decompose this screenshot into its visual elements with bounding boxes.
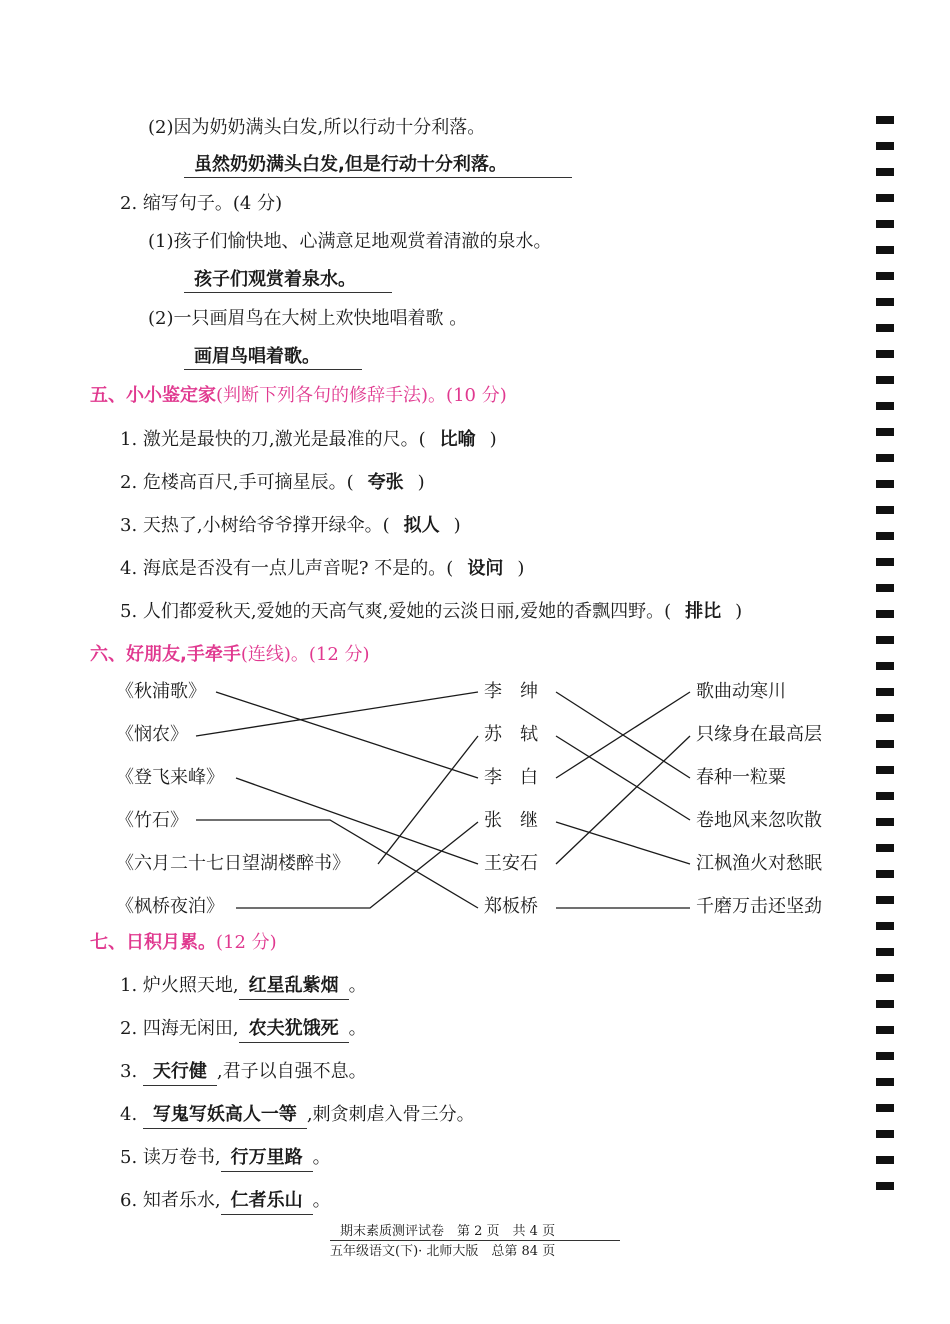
q2-2-label: (2) xyxy=(148,308,174,329)
binding-mark xyxy=(876,532,894,540)
binding-mark xyxy=(876,1130,894,1138)
poem-1[interactable]: 《秋浦歌》 xyxy=(116,681,206,702)
p7-item-6 xyxy=(120,1189,331,1215)
binding-mark xyxy=(876,350,894,358)
binding-mark xyxy=(876,922,894,930)
match-line xyxy=(378,736,478,864)
poem-5[interactable]: 《六月二十七日望湖楼醉书》 xyxy=(116,853,350,874)
section-7-title: 七、日积月累。 xyxy=(90,932,216,953)
verse-3[interactable]: 春种一粒粟 xyxy=(696,767,786,788)
author-4[interactable]: 张 继 xyxy=(484,810,538,831)
binding-mark xyxy=(876,792,894,800)
author-1[interactable]: 李 绅 xyxy=(484,681,538,702)
binding-mark xyxy=(876,1156,894,1164)
binding-mark xyxy=(876,584,894,592)
binding-mark xyxy=(876,740,894,748)
match-line xyxy=(556,736,690,820)
q1-2-label: (2) xyxy=(148,117,174,138)
binding-mark xyxy=(876,220,894,228)
binding-mark xyxy=(876,480,894,488)
q2-1-text: 孩子们愉快地、心满意足地观赏着清澈的泉水。 xyxy=(173,231,552,252)
binding-mark xyxy=(876,948,894,956)
q2-2-text: 一只画眉鸟在大树上欢快地唱着歌 。 xyxy=(173,308,468,329)
binding-mark xyxy=(876,454,894,462)
item-text: 人们都爱秋天,爱她的天高气爽,爱她的云淡日丽,爱她的香飘四野。( xyxy=(142,601,672,622)
section-5-title: 五、小小鉴定家 xyxy=(90,385,216,406)
binding-mark xyxy=(876,116,894,124)
poem-3[interactable]: 《登飞来峰》 xyxy=(116,767,224,788)
item-number: 3. xyxy=(120,515,138,536)
binding-mark xyxy=(876,1026,894,1034)
binding-mark xyxy=(876,298,894,306)
item-after: 。 xyxy=(348,1018,367,1039)
item-answer[interactable]: 拟人 xyxy=(403,515,440,536)
poem-6[interactable]: 《枫桥夜泊》 xyxy=(116,896,224,917)
match-line xyxy=(216,692,478,778)
item-number: 2. xyxy=(120,1018,138,1039)
item-number: 5. xyxy=(120,601,138,622)
item-text: 激光是最快的刀,激光是最准的尺。( xyxy=(142,429,426,450)
binding-mark xyxy=(876,402,894,410)
item-before: 炉火照天地, xyxy=(142,975,239,996)
p7-item-5 xyxy=(120,1146,331,1172)
poem-4[interactable]: 《竹石》 xyxy=(116,810,188,831)
binding-mark xyxy=(876,558,894,566)
item-answer[interactable]: 农夫犹饿死 xyxy=(239,1017,349,1043)
q2-2-answer: 画眉鸟唱着歌。 xyxy=(194,346,320,367)
item-number: 6. xyxy=(120,1190,138,1211)
binding-mark xyxy=(876,272,894,280)
binding-mark xyxy=(876,1182,894,1190)
item-number: 1. xyxy=(120,975,138,996)
verse-5[interactable]: 江枫渔火对愁眠 xyxy=(696,853,822,874)
item-after: ,刺贪刺虐入骨三分。 xyxy=(306,1104,475,1125)
section-6-title: 六、好朋友,手牵手 xyxy=(90,644,241,665)
item-number: 2. xyxy=(120,472,138,493)
match-line xyxy=(236,822,478,908)
item-answer[interactable]: 设问 xyxy=(467,558,504,579)
binding-mark xyxy=(876,870,894,878)
item-text: 天热了,小树给爷爷撑开绿伞。( xyxy=(142,515,390,536)
binding-mark xyxy=(876,1000,894,1008)
binding-mark xyxy=(876,194,894,202)
p7-item-3 xyxy=(120,1060,367,1086)
binding-mark xyxy=(876,974,894,982)
p7-item-4 xyxy=(120,1103,475,1129)
item-close: ) xyxy=(735,601,743,622)
item-answer[interactable]: 写鬼写妖高人一等 xyxy=(143,1103,307,1129)
footer-line-1: 期末素质测评试卷 第 2 页 共 4 页 xyxy=(340,1224,556,1239)
item-answer[interactable]: 天行健 xyxy=(143,1060,217,1086)
item-close: ) xyxy=(489,429,497,450)
item-number: 5. xyxy=(120,1147,138,1168)
item-before: 读万卷书, xyxy=(142,1147,221,1168)
section-6-note: (连线)。(12 分) xyxy=(240,644,370,665)
q1-2-text: 因为奶奶满头白发,所以行动十分利落。 xyxy=(173,117,486,138)
binding-mark xyxy=(876,1052,894,1060)
item-answer[interactable]: 排比 xyxy=(685,601,722,622)
binding-mark xyxy=(876,662,894,670)
binding-mark xyxy=(876,714,894,722)
footer-rule xyxy=(330,1240,620,1241)
item-answer[interactable]: 比喻 xyxy=(439,429,476,450)
binding-mark xyxy=(876,844,894,852)
section-7-heading xyxy=(90,931,277,955)
match-line xyxy=(556,736,690,864)
item-after: 。 xyxy=(312,1190,331,1211)
binding-mark xyxy=(876,506,894,514)
q2-1-label: (1) xyxy=(148,231,174,252)
p7-item-1 xyxy=(120,974,367,1000)
item-number: 1. xyxy=(120,429,138,450)
section-5-note: (判断下列各句的修辞手法)。(10 分) xyxy=(216,385,507,406)
match-line xyxy=(556,822,690,864)
verse-2[interactable]: 只缘身在最高层 xyxy=(696,724,822,745)
binding-mark xyxy=(876,324,894,332)
poem-2[interactable]: 《悯农》 xyxy=(116,724,188,745)
footer-line-2: 五年级语文(下)· 北师大版 总第 84 页 xyxy=(330,1244,556,1259)
item-number: 3. xyxy=(120,1061,138,1082)
item-before: 知者乐水, xyxy=(142,1190,221,1211)
item-after: 。 xyxy=(348,975,367,996)
binding-mark xyxy=(876,142,894,150)
binding-mark xyxy=(876,896,894,904)
binding-mark xyxy=(876,688,894,696)
binding-mark xyxy=(876,428,894,436)
binding-mark xyxy=(876,168,894,176)
q2-title: 2. 缩写句子。(4 分) xyxy=(120,193,283,214)
item-answer[interactable]: 仁者乐山 xyxy=(221,1189,313,1215)
binding-mark xyxy=(876,610,894,618)
item-answer[interactable]: 夸张 xyxy=(367,472,404,493)
item-text: 海底是否没有一点儿声音呢? 不是的。( xyxy=(142,558,454,579)
item-after: ,君子以自强不息。 xyxy=(216,1061,367,1082)
match-line xyxy=(196,820,478,908)
author-5[interactable]: 王安石 xyxy=(484,853,538,874)
item-before: 四海无闲田, xyxy=(142,1018,239,1039)
item-number: 4. xyxy=(120,1104,138,1125)
verse-4[interactable]: 卷地风来忽吹散 xyxy=(696,810,822,831)
p7-item-2 xyxy=(120,1017,367,1043)
item-after: 。 xyxy=(312,1147,331,1168)
item-close: ) xyxy=(453,515,461,536)
item-close: ) xyxy=(517,558,525,579)
item-number: 4. xyxy=(120,558,138,579)
binding-mark xyxy=(876,1104,894,1112)
item-answer[interactable]: 行万里路 xyxy=(221,1146,313,1172)
binding-mark xyxy=(876,246,894,254)
section-7-note: (12 分) xyxy=(216,932,277,953)
binding-mark xyxy=(876,818,894,826)
binding-mark xyxy=(876,766,894,774)
verse-1[interactable]: 歌曲动寒川 xyxy=(696,681,786,702)
q1-2-answer: 虽然奶奶满头白发,但是行动十分利落。 xyxy=(194,154,507,175)
item-text: 危楼高百尺,手可摘星辰。( xyxy=(142,472,354,493)
q2-1-answer: 孩子们观赏着泉水。 xyxy=(194,269,356,290)
match-line xyxy=(196,692,478,736)
binding-mark xyxy=(876,376,894,384)
binding-mark xyxy=(876,1078,894,1086)
binding-mark xyxy=(876,636,894,644)
author-3[interactable]: 李 白 xyxy=(484,767,538,788)
verse-6[interactable]: 千磨万击还坚劲 xyxy=(696,896,822,917)
author-2[interactable]: 苏 轼 xyxy=(484,724,538,745)
author-6[interactable]: 郑板桥 xyxy=(484,896,538,917)
item-answer[interactable]: 红星乱紫烟 xyxy=(239,974,349,1000)
item-close: ) xyxy=(417,472,425,493)
